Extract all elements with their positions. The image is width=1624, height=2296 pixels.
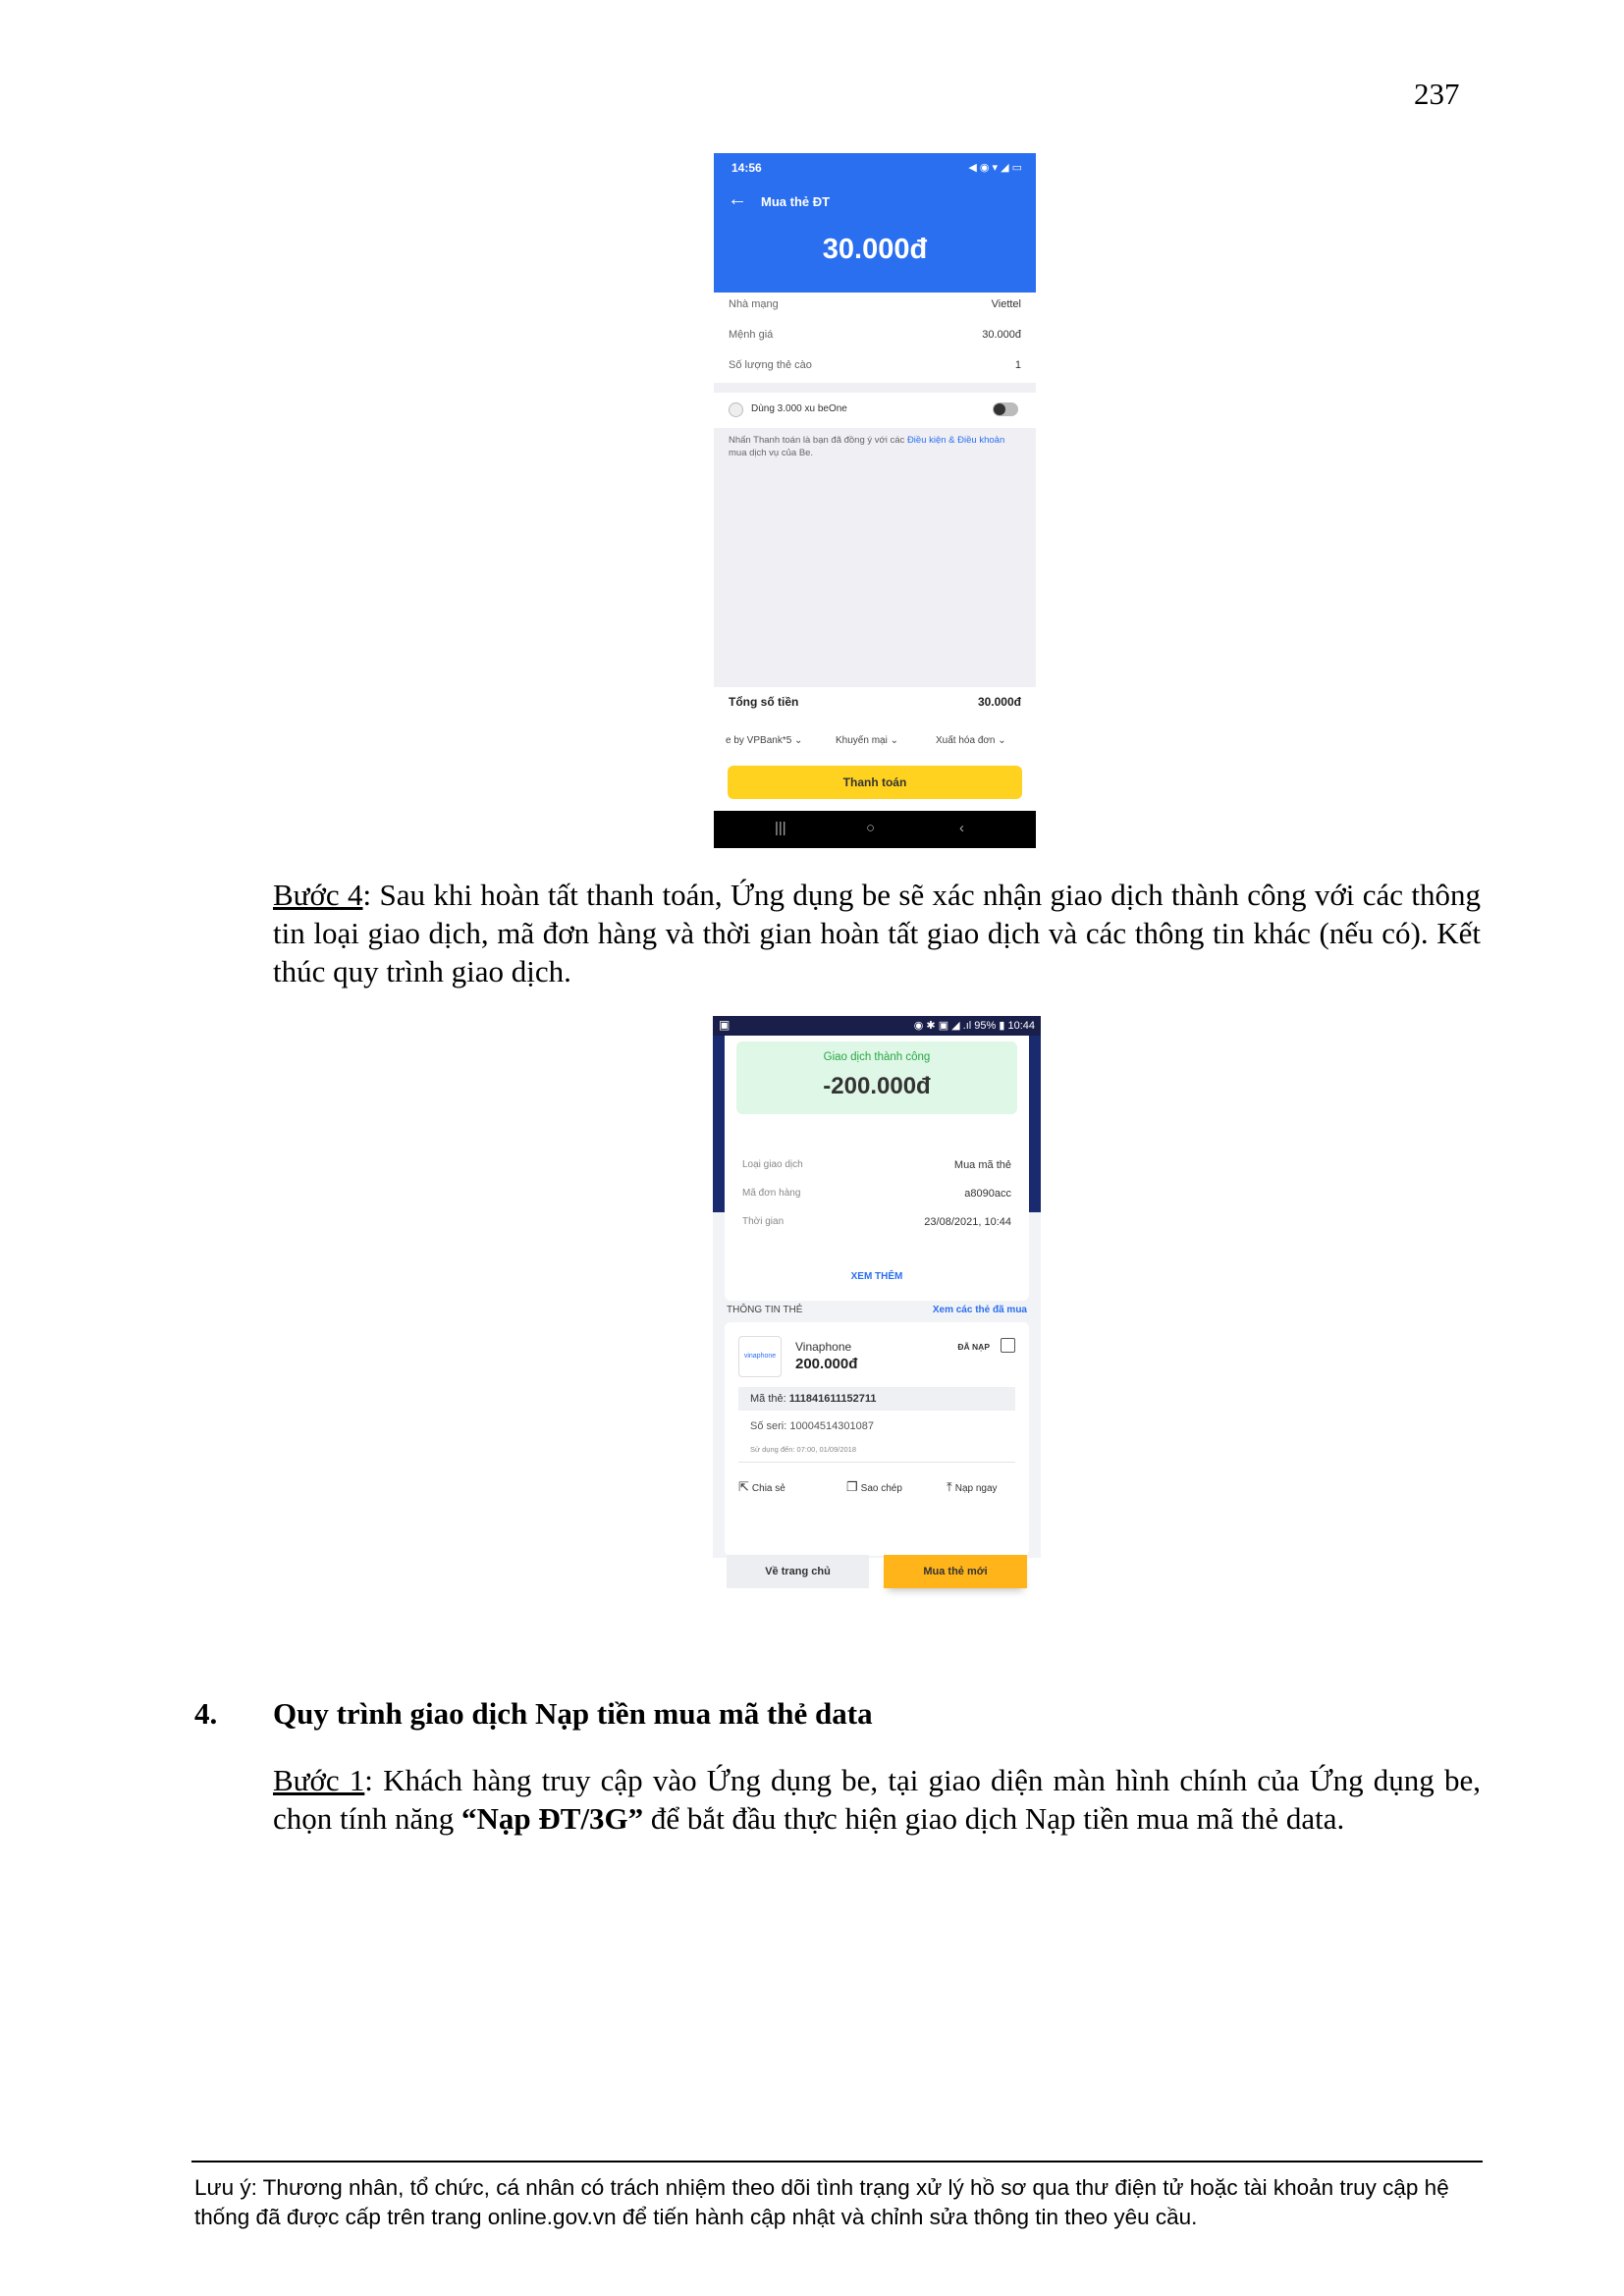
status-bar xyxy=(713,1016,1041,1036)
upload-icon: ⤒ xyxy=(947,1479,952,1494)
info-row xyxy=(742,1216,1011,1227)
screenshot-success xyxy=(713,1016,1041,1558)
row-label: Mã đơn hàng xyxy=(742,1188,801,1199)
back-arrow-icon[interactable]: ← xyxy=(728,188,747,210)
content-area xyxy=(714,428,1036,687)
info-row xyxy=(729,329,1021,341)
vinaphone-logo: vinaphone xyxy=(738,1336,782,1377)
info-row xyxy=(729,359,1021,371)
see-more-link[interactable]: XEM THÊM xyxy=(850,1271,903,1282)
success-box xyxy=(736,1041,1017,1114)
row-value: Viettel xyxy=(991,298,1021,310)
footer-divider xyxy=(191,2161,1483,2163)
promotion-select[interactable]: Khuyến mại ⌄ xyxy=(836,735,898,746)
row-label: Số lượng thẻ cào xyxy=(729,359,812,371)
coin-icon xyxy=(729,402,743,417)
card-code xyxy=(750,1393,876,1405)
coin-toggle[interactable] xyxy=(993,402,1018,416)
terms-link[interactable]: Điều kiện & xyxy=(906,435,955,446)
info-row xyxy=(742,1159,1011,1170)
copy-label: Sao chép xyxy=(860,1483,902,1494)
code-label: Mã thẻ: xyxy=(750,1393,789,1405)
terms-text xyxy=(729,434,1018,459)
coin-label: Dùng 3.000 xu beOne xyxy=(751,403,847,414)
gallery-icon: ▣ xyxy=(719,1018,731,1032)
payment-amount: 30.000đ xyxy=(822,234,928,265)
page-number: 237 xyxy=(1414,77,1460,111)
copy-button[interactable] xyxy=(846,1479,902,1495)
back-icon[interactable]: ‹ xyxy=(959,820,964,836)
terms-prefix: Nhấn Thanh toán là bạn đã đồng ý với các xyxy=(729,435,907,446)
divider xyxy=(738,1462,1015,1463)
payment-method-select[interactable]: e by VPBank*5 ⌄ xyxy=(726,735,803,746)
network-name: Vinaphone xyxy=(795,1340,852,1354)
payment-title: Mua thẻ ĐT xyxy=(761,194,831,209)
row-value: Mua mã thẻ xyxy=(953,1159,1011,1171)
step1-feature: “Nạp ĐT/3G” xyxy=(461,1801,644,1836)
success-amount: -200.000đ xyxy=(823,1073,931,1099)
screenshot-payment xyxy=(714,153,1036,848)
card-info-card xyxy=(725,1322,1029,1556)
status-icons: ◀ ◉ ▾ ◢ ▭ xyxy=(968,162,1022,174)
status-time: 14:56 xyxy=(731,161,762,175)
success-label: Giao dịch thành công xyxy=(823,1051,931,1063)
invoice-select[interactable]: Xuất hóa đơn ⌄ xyxy=(936,735,1006,746)
info-row xyxy=(742,1188,1011,1199)
android-nav-bar xyxy=(714,811,1036,848)
loaded-checkbox[interactable] xyxy=(1001,1338,1015,1353)
topup-button[interactable] xyxy=(947,1479,998,1495)
pay-button[interactable]: Thanh toán xyxy=(728,766,1022,799)
step1-paragraph xyxy=(273,1761,1481,1838)
purchased-cards-link[interactable]: Xem các thẻ đã mua xyxy=(932,1305,1027,1315)
share-button[interactable] xyxy=(738,1479,785,1495)
step4-text: : Sau khi hoàn tất thanh toán, Ứng dụng be sẽ xác nhận giao dịch thành công với các thông tin loại giao dịch, mã đơn hàng và thời gian hoàn tất giao dịch và các thông tin khác (nếu có). Kết thúc quy trình giao dịch. xyxy=(273,878,1481,988)
step1-label: Bước 1 xyxy=(273,1763,365,1797)
code-value: 111841611152711 xyxy=(788,1393,877,1405)
row-value: 1 xyxy=(1014,359,1021,371)
card-value: 200.000đ xyxy=(795,1356,858,1372)
status-icons: ◉ ✱ ▣ ◢ .ıl 95% ▮ 10:44 xyxy=(913,1020,1035,1032)
card-expiry: Sử dụng đến: 07:00, 01/09/2018 xyxy=(750,1445,857,1454)
row-value: 23/08/2021, 10:44 xyxy=(924,1216,1011,1228)
recent-apps-icon[interactable]: ||| xyxy=(775,820,786,836)
buy-new-card-button[interactable]: Mua thẻ mới xyxy=(884,1555,1027,1588)
step4-paragraph xyxy=(273,876,1481,990)
card-serial: Số seri: 10004514301087 xyxy=(750,1420,874,1432)
section-number: 4. xyxy=(194,1696,218,1731)
step4-label: Bước 4 xyxy=(273,878,363,912)
transaction-card xyxy=(725,1036,1029,1301)
row-label: Mệnh giá xyxy=(729,329,774,341)
footer-note: Lưu ý: Thương nhân, tổ chức, cá nhân có trách nhiệm theo dõi tình trạng xử lý hồ sơ qua thư điện tử hoặc tài khoản truy cập hệ thống đã được cấp trên trang online.gov.vn để tiến hành cập nhật và chỉnh sửa thông tin theo yêu cầu. xyxy=(194,2175,1449,2229)
share-label: Chia sẻ xyxy=(751,1483,785,1494)
topup-label: Nạp ngay xyxy=(954,1483,998,1494)
loaded-label: ĐÃ NẠP xyxy=(957,1342,990,1352)
terms-suffix: mua dịch vụ của Be. xyxy=(729,448,814,458)
card-info-header xyxy=(727,1305,1027,1315)
share-icon: ⇱ xyxy=(738,1479,749,1494)
step1-text-b: để bắt đầu thực hiện giao dịch Nạp tiền mua mã thẻ data. xyxy=(643,1801,1345,1836)
section-title: Quy trình giao dịch Nạp tiền mua mã thẻ data xyxy=(273,1696,873,1731)
terms-link-2[interactable]: Điều khoản xyxy=(957,435,1005,446)
copy-icon: ❐ xyxy=(846,1479,858,1494)
info-row xyxy=(729,298,1021,310)
divider xyxy=(714,383,1036,393)
row-label: Nhà mạng xyxy=(729,298,779,310)
total-value: 30.000đ xyxy=(977,695,1021,709)
home-icon[interactable]: ○ xyxy=(866,820,876,836)
row-value: 30.000đ xyxy=(982,329,1021,341)
step1-text-a: : Khách hàng truy cập vào Ứng dụng be, tại giao diện màn hình chính của Ứng dụng be, chọn tính năng xyxy=(273,1763,1481,1836)
row-label: Thời gian xyxy=(742,1216,785,1227)
row-value: a8090acc xyxy=(964,1188,1011,1200)
total-row xyxy=(729,695,1021,709)
total-label: Tổng số tiền xyxy=(729,695,799,709)
section-label: THÔNG TIN THẺ xyxy=(727,1305,803,1315)
home-button[interactable]: Về trang chủ xyxy=(727,1555,869,1588)
payment-header xyxy=(714,153,1036,293)
row-label: Loại giao dịch xyxy=(742,1159,803,1170)
